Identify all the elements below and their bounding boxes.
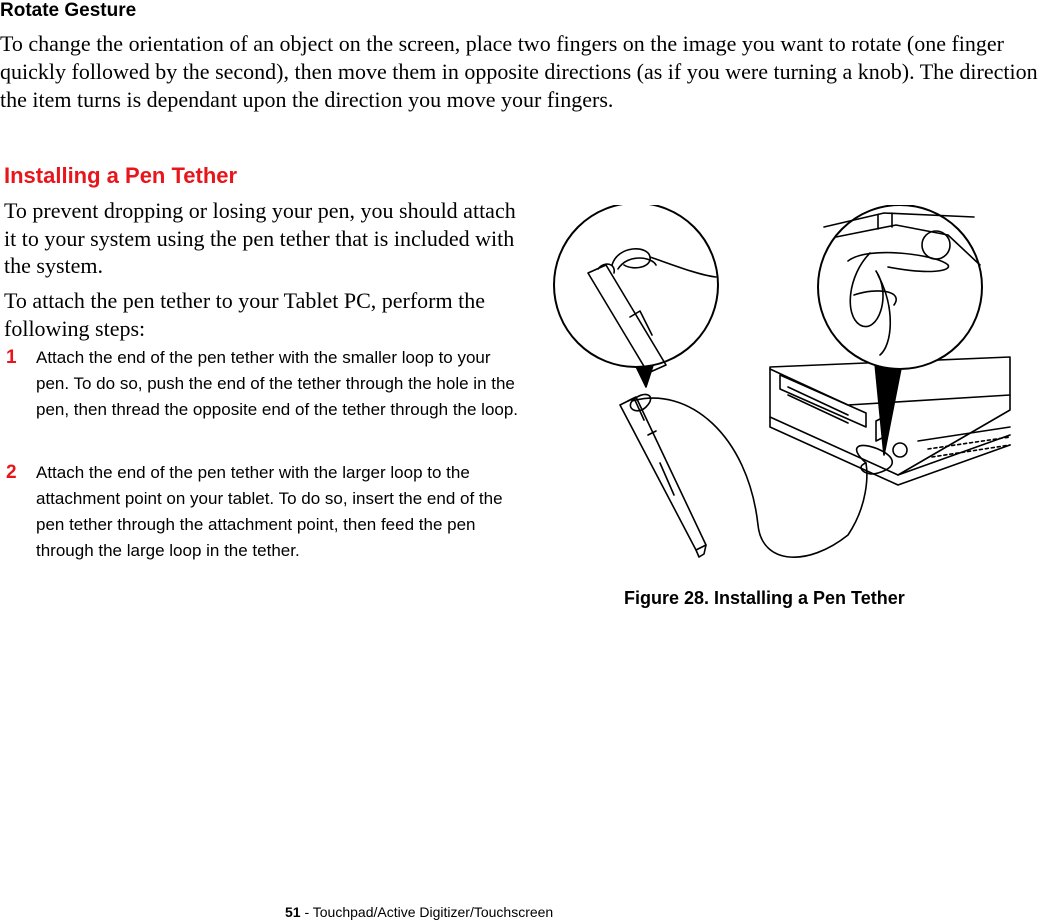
step-text: Attach the end of the pen tether with the smaller loop to your pen. To do so, push the end of the tether through the hole in the pen, then thread the opposite end of the tether through the loop.: [36, 348, 519, 419]
figure-caption: Figure 28. Installing a Pen Tether: [624, 588, 905, 608]
pen-tether-illustration: [548, 205, 1018, 570]
step-number: 2: [6, 462, 17, 483]
page-footer: [285, 903, 553, 921]
zoom-circle-pen: [554, 205, 718, 373]
pen-drawing: [620, 397, 706, 557]
pen-tether-intro-paragraph: To prevent dropping or losing your pen, you should attach it to your system using the pen tether that is included with the system.: [4, 198, 516, 278]
rotate-gesture-heading: Rotate Gesture: [0, 0, 137, 21]
step-text: Attach the end of the pen tether with the larger loop to the attachment point on your tablet. To do so, insert the end of the pen tether through the attachment point, then feed the pen through the large loop in the tether.: [36, 463, 503, 560]
rotate-gesture-paragraph: To change the orientation of an object on the screen, place two fingers on the image you want to rotate (one finger quickly followed by the second), then move them in opposite directions (as if you were turning a knob). The direction the item turns is dependant upon the direction you move your fingers.: [0, 31, 1038, 112]
step-number: 1: [6, 347, 17, 368]
footer-section-title: - Touchpad/Active Digitizer/Touchscreen: [300, 904, 554, 920]
pen-tether-steps-intro: To attach the pen tether to your Tablet PC, perform the following steps:: [4, 288, 485, 341]
zoom-circle-attachment: [818, 205, 982, 369]
page-number: 51: [285, 904, 301, 920]
step-item: [6, 345, 526, 453]
pen-tether-heading: Installing a Pen Tether: [4, 163, 238, 188]
step-item: [6, 460, 526, 595]
